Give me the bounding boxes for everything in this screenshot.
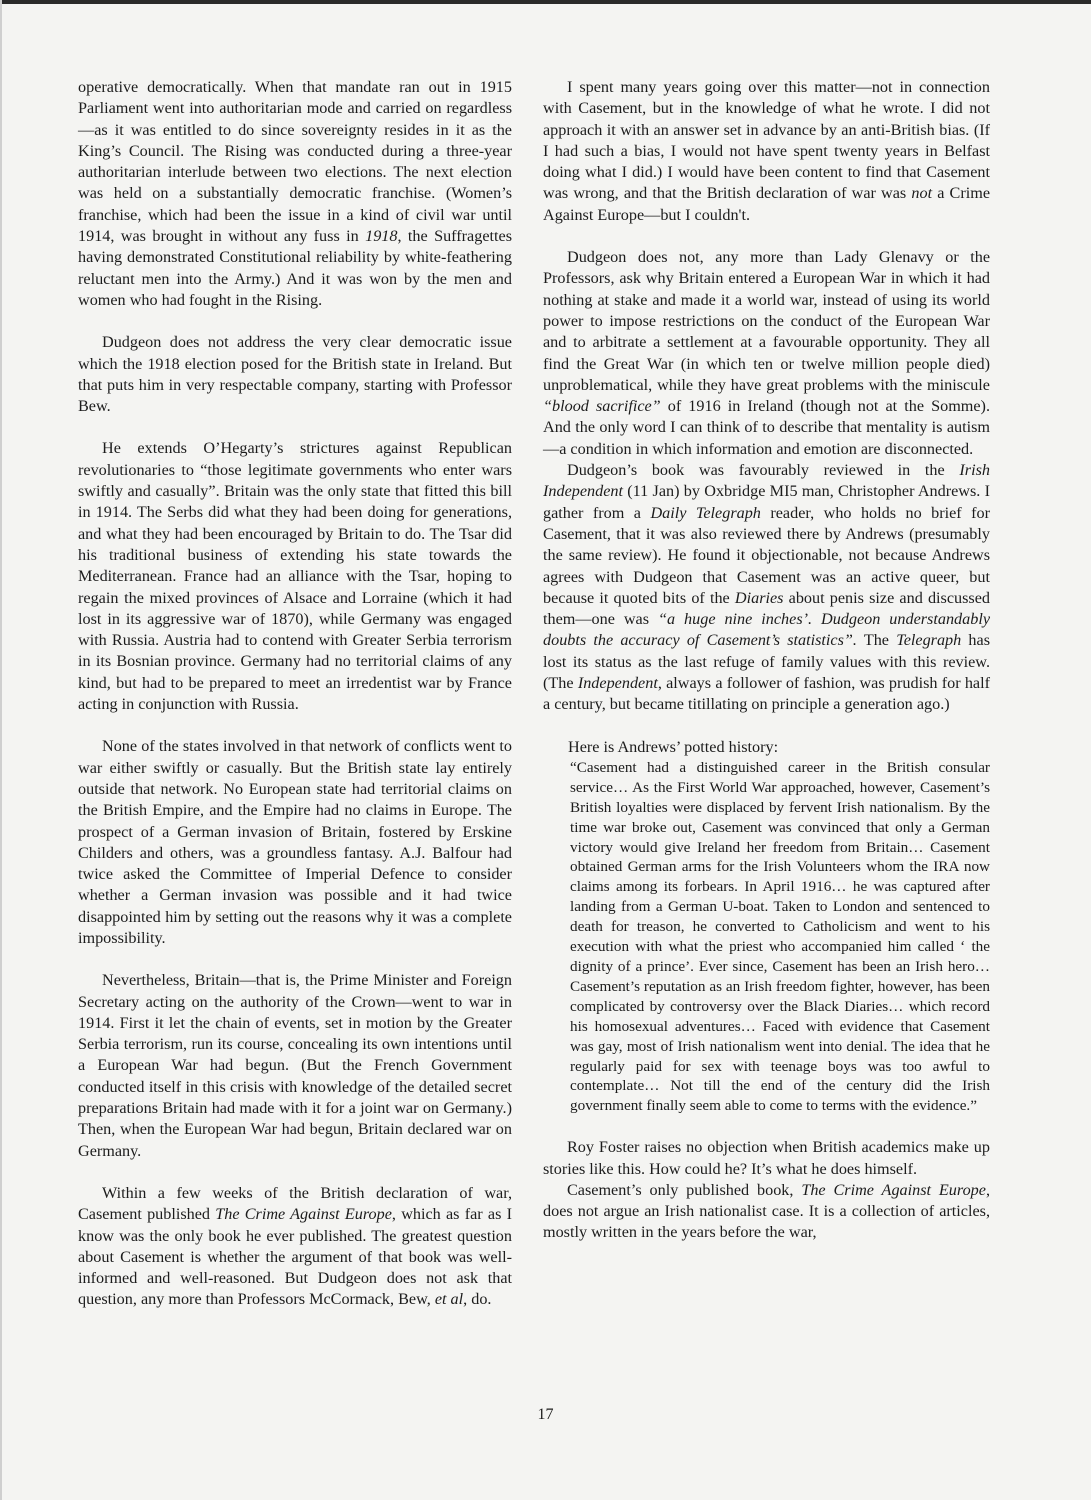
paragraph — [78, 970, 512, 1162]
paragraph-gap — [543, 716, 990, 737]
italic-run: Telegraph — [896, 631, 962, 650]
text-run: a Crime Against Europe—but I couldn't. — [543, 184, 990, 224]
paragraph-gap — [78, 715, 512, 736]
italic-run: “a huge nine inches’. Dudgeon understandably doubts the accuracy of Casement’s statistics”. — [543, 610, 991, 650]
paragraph — [543, 247, 990, 460]
paragraph-gap — [78, 417, 512, 438]
quote-intro: Here is Andrews’ potted history: — [568, 737, 779, 756]
text-run: , do. — [463, 1290, 492, 1309]
paragraph-gap — [543, 226, 990, 247]
italic-run: Daily Telegraph — [650, 503, 761, 522]
italic-run: “blood sacrifice” — [543, 397, 661, 416]
paragraph-gap — [543, 1116, 990, 1137]
left-column — [78, 77, 512, 1311]
text-run: , always a follower of fashion, was prudish for half a century, but became titillating on principle a generation ago.) — [543, 674, 991, 714]
paragraph — [543, 460, 990, 716]
paragraph-gap — [78, 311, 512, 332]
text-run: None of the states involved in that network of conflicts went to war either swiftly or casually. But the British state lay entirely outside that network. No European state had territorial claims on the British Empire, and the Empire had no claims in Europe. The prospect of a German invasion of Britain, fostered by Erskine Childers and others, was a groundless fantasy. A.J. Balfour had twice asked the Committee of Imperial Defence to consider whether a German invasion was possible and it had twice disappointed him by setting out the reasons why it was a complete impossibility. — [78, 737, 512, 947]
text-run: , does not argue an Irish nationalist case. It is a collection of articles, mostly written in the years before the war, — [543, 1180, 991, 1242]
text-run: Dudgeon’s book was favourably reviewed in the — [567, 461, 960, 480]
text-run: Roy Foster raises no objection when British academics make up stories like this. How could he? It’s what he does himself. — [543, 1138, 990, 1178]
italic-run: Independent — [577, 674, 658, 693]
paragraph — [543, 1137, 990, 1180]
text-run: (11 Jan) by Oxbridge MI5 man, Christopher Andrews. I gather from a — [543, 482, 990, 522]
paragraph — [78, 1183, 512, 1311]
right-column — [543, 77, 990, 1244]
italic-run: The Crime Against Europe — [215, 1205, 392, 1224]
text-run: of 1916 in Ireland (though not at the Somme). And the only word I can think of to describe that mentality is autism—a condition in which information and emotion are disconnected. — [543, 397, 990, 458]
italic-run: et al — [434, 1290, 464, 1309]
block-quote: “Casement had a distinguished career in the British consular service… As the First World War approached, however, Casement’s British loyalties were displaced by fervent Irish nationalism. By the time war broke out, Casement was convinced that only a German victory would give Ireland her freedom from Britain… Casement obtained German arms for the Irish Volunteers whom the IRA now claims among its forbears. In April 1916… he was captured after landing from a German U-boat. Taken to London and sentenced to death for treason, he converted to Catholicism and went to his execution with what the priest who accompanied him called ‘ the dignity of a prince’. Ever since, Casement has been an Irish hero… Casement’s reputation as an Irish freedom fighter, however, has been complicated by controversy over the Black Diaries… which record his homosexual adventures… Faced with evidence that Casement was gay, most of Irish nationalism went into denial. The idea that he regularly paid for sex with teenage boys was too awful to contemplate… Not till the end of the century did the Irish government finally seem able to come to terms with the evidence.” — [570, 758, 990, 1115]
text-run: Within a few weeks of the British declaration of war, Casement published — [78, 1183, 512, 1224]
page-number: 17 — [537, 1406, 554, 1423]
text-run: about penis size and discussed them—one was — [543, 588, 990, 629]
text-run: Dudgeon does not address the very clear democratic issue which the 1918 election posed for the British state in Ireland. But that puts him in very respectable company, starting with Professor Bew. — [78, 333, 512, 416]
left-edge-shadow — [0, 0, 2, 1500]
paragraph-gap — [78, 1162, 512, 1183]
text-run: Dudgeon does not, any more than Lady Glenavy or the Professors, ask why Britain entered a European War in which it had nothing at stake and made it a world war, instead of using its world power to impose restrictions on the conduct of the European War and to arbitrate a settlement at a favourable opportunity. They all find the Great War (in which ten or twelve million people died) unproblematical, while they have great problems with the miniscule — [543, 248, 990, 394]
paragraph — [78, 332, 512, 417]
text-run: He extends O’Hegarty’s strictures against Republican revolutionaries to “those legitimate governments who enter wars swiftly and casually”. Britain was the only state that fitted this bill in 1914. The Serbs did what they had been doing for generations, and what they had been encouraged by Britain to do. The Tsar did his traditional business of extending his state towards the Mediterranean. France had an alliance with the Tsar, hoping to regain the mixed provinces of Alsace and Lorraine (which it had lost in its aggressive war of 1870), while Germany was engaged with Russia. Austria had to contend with Greater Serbia terrorism in its Bosnian province. Germany had no territorial claims of any kind, but had to be prepared to meet an irredentist war by France acting in conjunction with Russia. — [78, 439, 512, 714]
paragraph — [78, 77, 512, 311]
text-run: The — [856, 631, 897, 650]
paragraph — [543, 1180, 990, 1244]
text-run: , the Suffragettes having demonstrated Constitutional reliability by white-feathering reluctant men into the Army.) And it was won by the men and women who had fought in the Rising. — [78, 227, 512, 309]
top-edge-bar — [0, 0, 1091, 4]
italic-run: not — [911, 184, 933, 203]
text-run: Nevertheless, Britain—that is, the Prime Minister and Foreign Secretary acting on the authority of the Crown—went to war in 1914. First it let the chain of events, set in motion by the Greater Serbia terrorism, run its course, concealing its own intentions until a European War had begun. (But the French Government conducted itself in this crisis with knowledge of the detailed secret preparations Britain had made with it for a joint war on Germany.) Then, when the European War had begun, Britain declared war on Germany. — [78, 971, 512, 1160]
italic-run: Irish Independent — [543, 461, 990, 501]
text-run: Casement’s only published book, — [567, 1180, 802, 1199]
paragraph-gap — [78, 949, 512, 970]
italic-run: 1918 — [365, 227, 398, 246]
text-run: has lost its status as the last refuge of family values with this review. (The — [543, 631, 991, 693]
italic-run: Diaries — [734, 588, 784, 607]
paragraph — [543, 77, 990, 226]
paragraph — [78, 736, 512, 949]
text-run: reader, who holds no brief for Casement, that it was also reviewed there by Andrews (presumably the same review). He found it objectionable, not because Andrews agrees with Dudgeon that Casement was an active queer, but because it quoted bits of the — [543, 503, 990, 607]
text-run: operative democratically. When that mandate ran out in 1915 Parliament went into authoritarian mode and carried on regardless—as it was entitled to do since sovereignty resides in it as the King’s Council. The Rising was conducted during a three-year authoritarian interlude between two elections. The next election was held on a substantially democratic franchise. (Women’s franchise, which had been the issue in a kind of civil war until 1914, was brought in without any fuss in — [78, 78, 512, 246]
text-run: , which as far as I know was the only book he ever published. The greatest question about Casement is whether the argument of that book was well-informed and well-reasoned. But Dudgeon does not ask that question, any more than Professors McCormack, Bew, — [78, 1205, 513, 1309]
italic-run: The Crime Against Europe — [801, 1180, 986, 1199]
paragraph — [78, 438, 512, 715]
text-run: I spent many years going over this matter—not in connection with Casement, but in the knowledge of what he wrote. I did not approach it with an answer set in advance by an anti-British bias. (If I had such a bias, I would not have spent twenty years in Belfast doing what I did.) I would have been content to find that Casement was wrong, and that the British declaration of war was — [543, 78, 990, 203]
